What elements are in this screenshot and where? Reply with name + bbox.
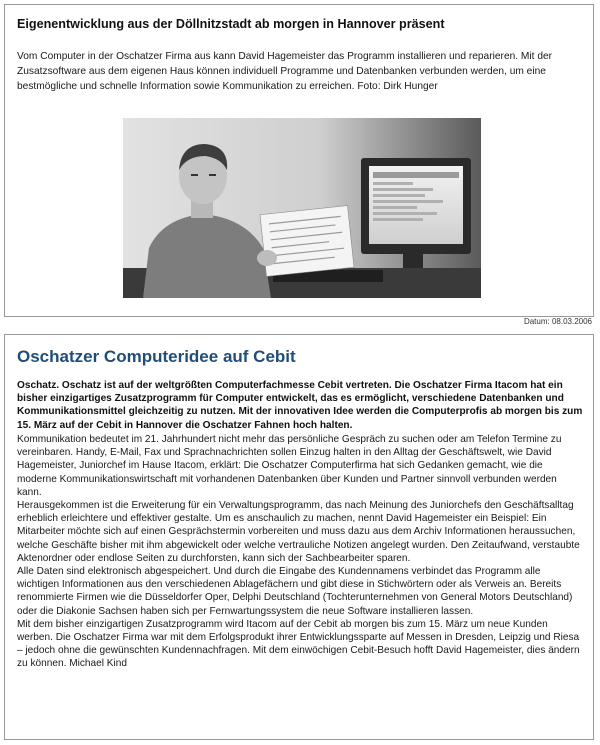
main-article-panel <box>4 334 594 740</box>
article-paragraph: Kommunikation bedeutet im 21. Jahrhundert nicht mehr das persönliche Gespräch zu suchen oder am Telefon Termine zu vereinbaren. Handy, E-Mail, Fax und Sprachnachrichten sollen Einzug halten in den Alltag der Geschäftswelt, wie David Hagemeister, Juniorchef im Hause Itacom, erklärt: Die Oschatzer Computerfirma hat sich Gedanken gemacht, wie die moderne Kommunikationswirtschaft mit vorhandenen Datenbanken über Kunden und Partner sinnvoll verbunden werden kann. <box>17 434 562 498</box>
article-body <box>17 433 583 671</box>
article-paragraph: Alle Daten sind elektronisch abgespeichert. Und durch die Eingabe des Kundennamens verbindet das Programm alle wichtigen Informationen aus den verschiedenen Ablagefächern und gibt diese in Stichwörtern oder als Verweis an. Bereits renommierte Firmen wie die Düsseldorfer Oper, Delphi Deutschland (Tochterunternehmen von General Motors Deutschland) oder die Diakonie Sachsen haben sich per Fernwartungssystem die neue Software installieren lassen. <box>17 566 573 617</box>
photo-article-title: Eigenentwicklung aus der Döllnitzstadt ab morgen in Hannover präsent <box>17 17 445 31</box>
article-lead: Oschatz. Oschatz ist auf der weltgrößten Computerfachmesse Cebit vertreten. Die Oschatzer Firma Itacom hat ein bisher einzigartiges Zusatzprogramm für Computer entwickelt, das es ermöglicht, verschiedene Datenbanken und Kommunikationsmittel gleichzeitig zu nutzen. Mit der innovativen Idee werden die Computerprofis ab morgen bis zum 15. März auf der Cebit in Hannover die Oschatzer Fahnen hoch halten. <box>17 380 583 431</box>
article-date: Datum: 08.03.2006 <box>523 317 592 326</box>
article-paragraph: Mit dem bisher einzigartigen Zusatzprogramm wird Itacom auf der Cebit ab morgen bis zum 15. März um neue Kunden werben. Die Oschatzer Firma war mit dem Erfolgsprodukt ihrer Entwicklungssparte auf Messen in Dresden, Leipzig und Riesa – jedoch ohne die gewünschten Kundennachfragen. Mit dem einwöchigen Cebit-Besuch hofft David Hagemeister, dies ändern zu können. Michael Kind <box>17 618 580 670</box>
photo-man-with-papers-and-monitor-icon <box>123 118 481 298</box>
photo-article-panel <box>4 4 594 317</box>
article-photo <box>123 118 481 298</box>
article-headline: Oschatzer Computeridee auf Cebit <box>17 347 296 366</box>
photo-caption: Vom Computer in der Oschatzer Firma aus kann David Hagemeister das Programm installieren und reparieren. Mit der Zusatzsoftware aus dem eigenen Haus können individuell Programme und Datenbanken verbunden werden, um eine bestmögliche und schnelle Information sowie Kommunikation zu erreichen. Foto: Dirk Hunger <box>17 51 553 92</box>
article-paragraph: Herausgekommen ist die Erweiterung für ein Verwaltungsprogramm, das nach Meinung des Juniorchefs den Geschäftsalltag erheblich erleichtere und effektiver gestalte. Um es anschaulich zu machen, nennt David Hagemeister ein Beispiel: Ein Mitarbeiter möchte sich auf einen Gesprächstermin vorbereiten und muss dazu aus dem Archiv Informationen heraussuchen, welche Geschäfte bisher mit ihm abgewickelt oder welche vertrauliche Notizen angelegt wurden. Den Zeitaufwand, verstaubte Aktenordner oder endlose Seiten zu durchforsten, kann sich der Sachbearbeiter sparen. <box>17 500 580 564</box>
